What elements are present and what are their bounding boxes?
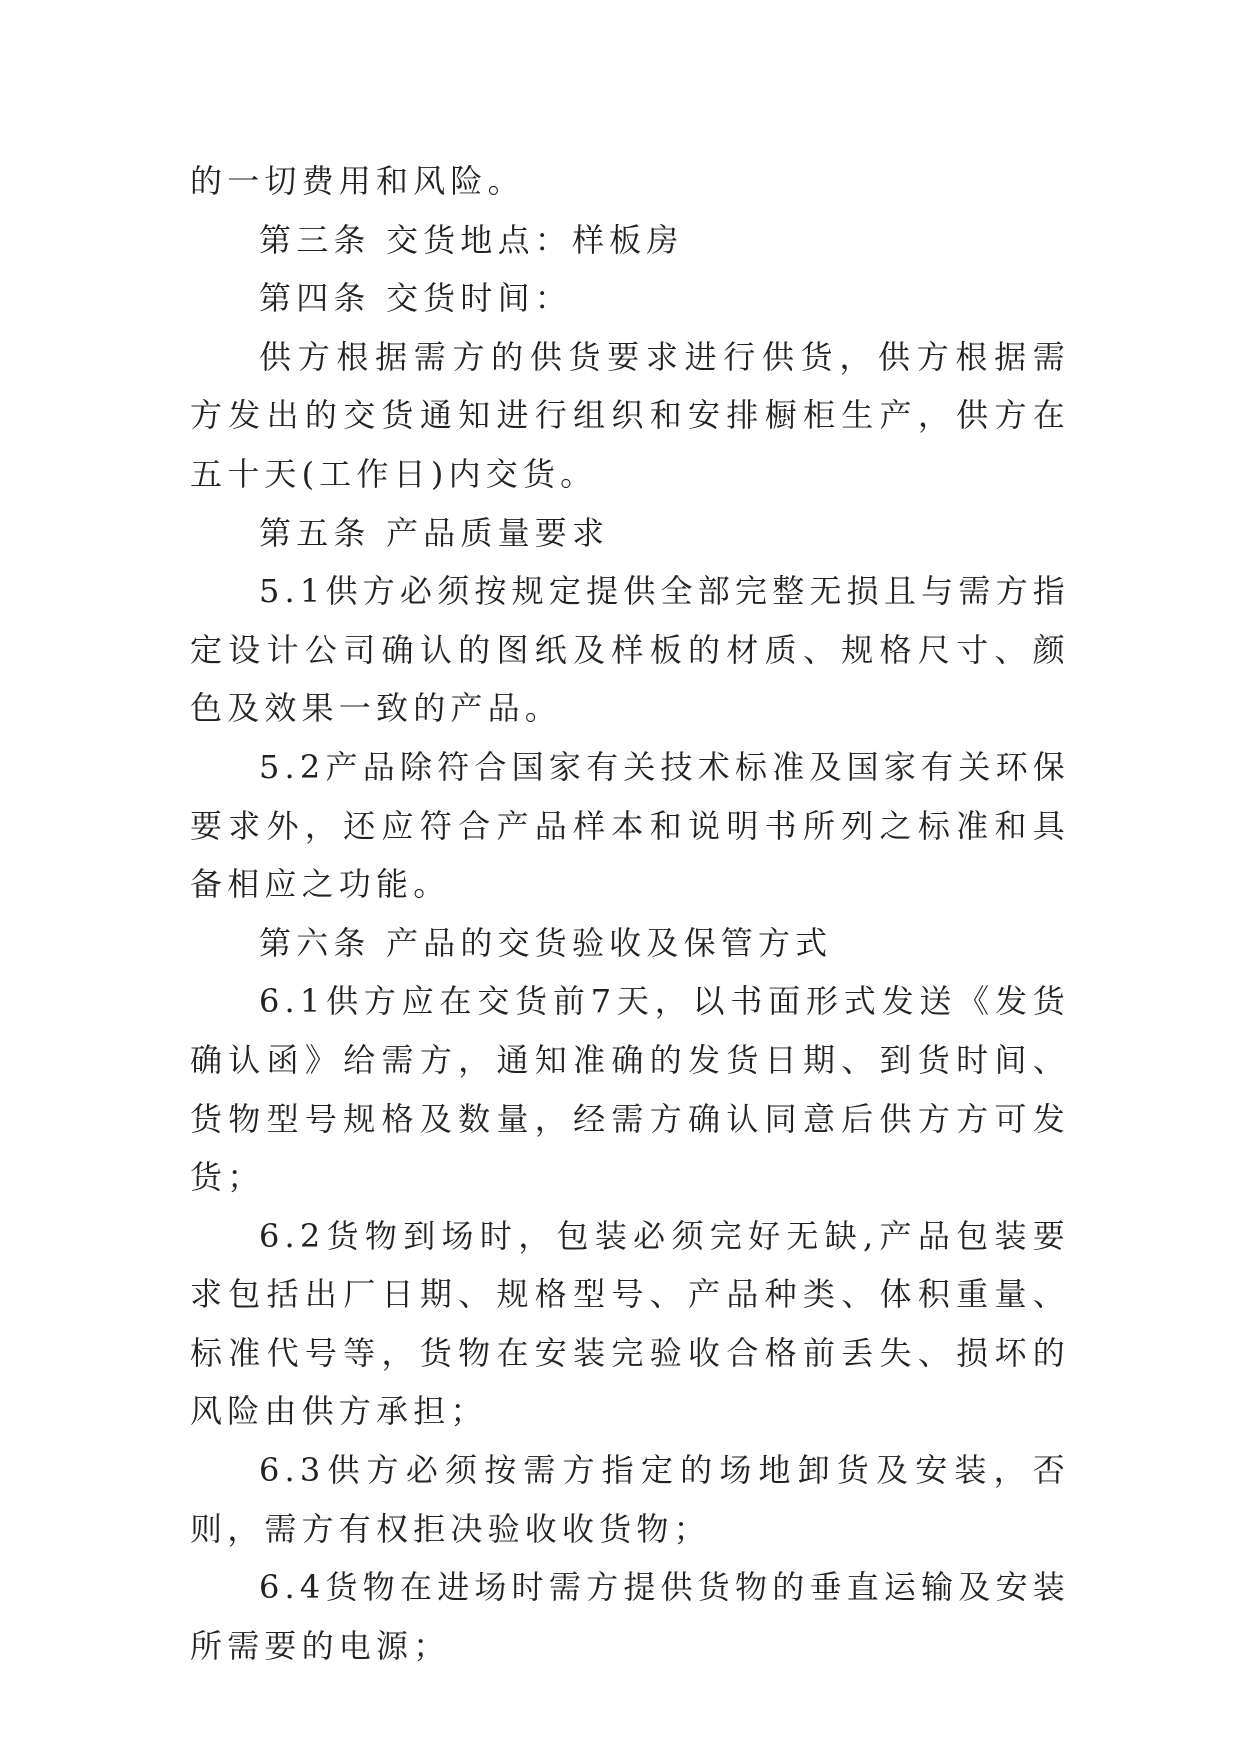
clause-6-4: 6.4货物在进场时需方提供货物的垂直运输及安装所需要的电源；	[190, 1568, 1070, 1665]
article-4-body: 供方根据需方的供货要求进行供货，供方根据需方发出的交货通知进行组织和安排橱柜生产，供方在五十天(工作日)内交货。	[190, 337, 1070, 493]
clause-6-2: 6.2货物到场时，包装必须完好无缺,产品包装要求包括出厂日期、规格型号、产品种类、体积重量、标准代号等，货物在安装完验收合格前丢失、损坏的风险由供方承担；	[190, 1216, 1070, 1431]
clause-6-3: 6.3供方必须按需方指定的场地卸货及安装，否则，需方有权拒决验收收货物；	[190, 1451, 1070, 1548]
contract-body	[190, 152, 1070, 1675]
clause-6-1: 6.1供方应在交货前7天，以书面形式发送《发货确认函》给需方，通知准确的发货日期、到货时间、货物型号规格及数量，经需方确认同意后供方方可发货；	[190, 982, 1070, 1197]
article-3-delivery-location: 第三条 交货地点：样板房	[259, 220, 684, 259]
clause-5-1: 5.1供方必须按规定提供全部完整无损且与需方指定设计公司确认的图纸及样板的材质、规格尺寸、颜色及效果一致的产品。	[190, 572, 1070, 728]
paragraph-continuation: 的一切费用和风险。	[190, 162, 525, 200]
clause-5-2: 5.2产品除符合国家有关技术标准及国家有关环保要求外，还应符合产品样本和说明书所列之标准和具备相应之功能。	[190, 747, 1070, 904]
article-6-heading: 第六条 产品的交货验收及保管方式	[259, 923, 833, 962]
article-5-heading: 第五条 产品质量要求	[259, 513, 610, 552]
article-4-heading: 第四条 交货时间：	[259, 279, 572, 318]
